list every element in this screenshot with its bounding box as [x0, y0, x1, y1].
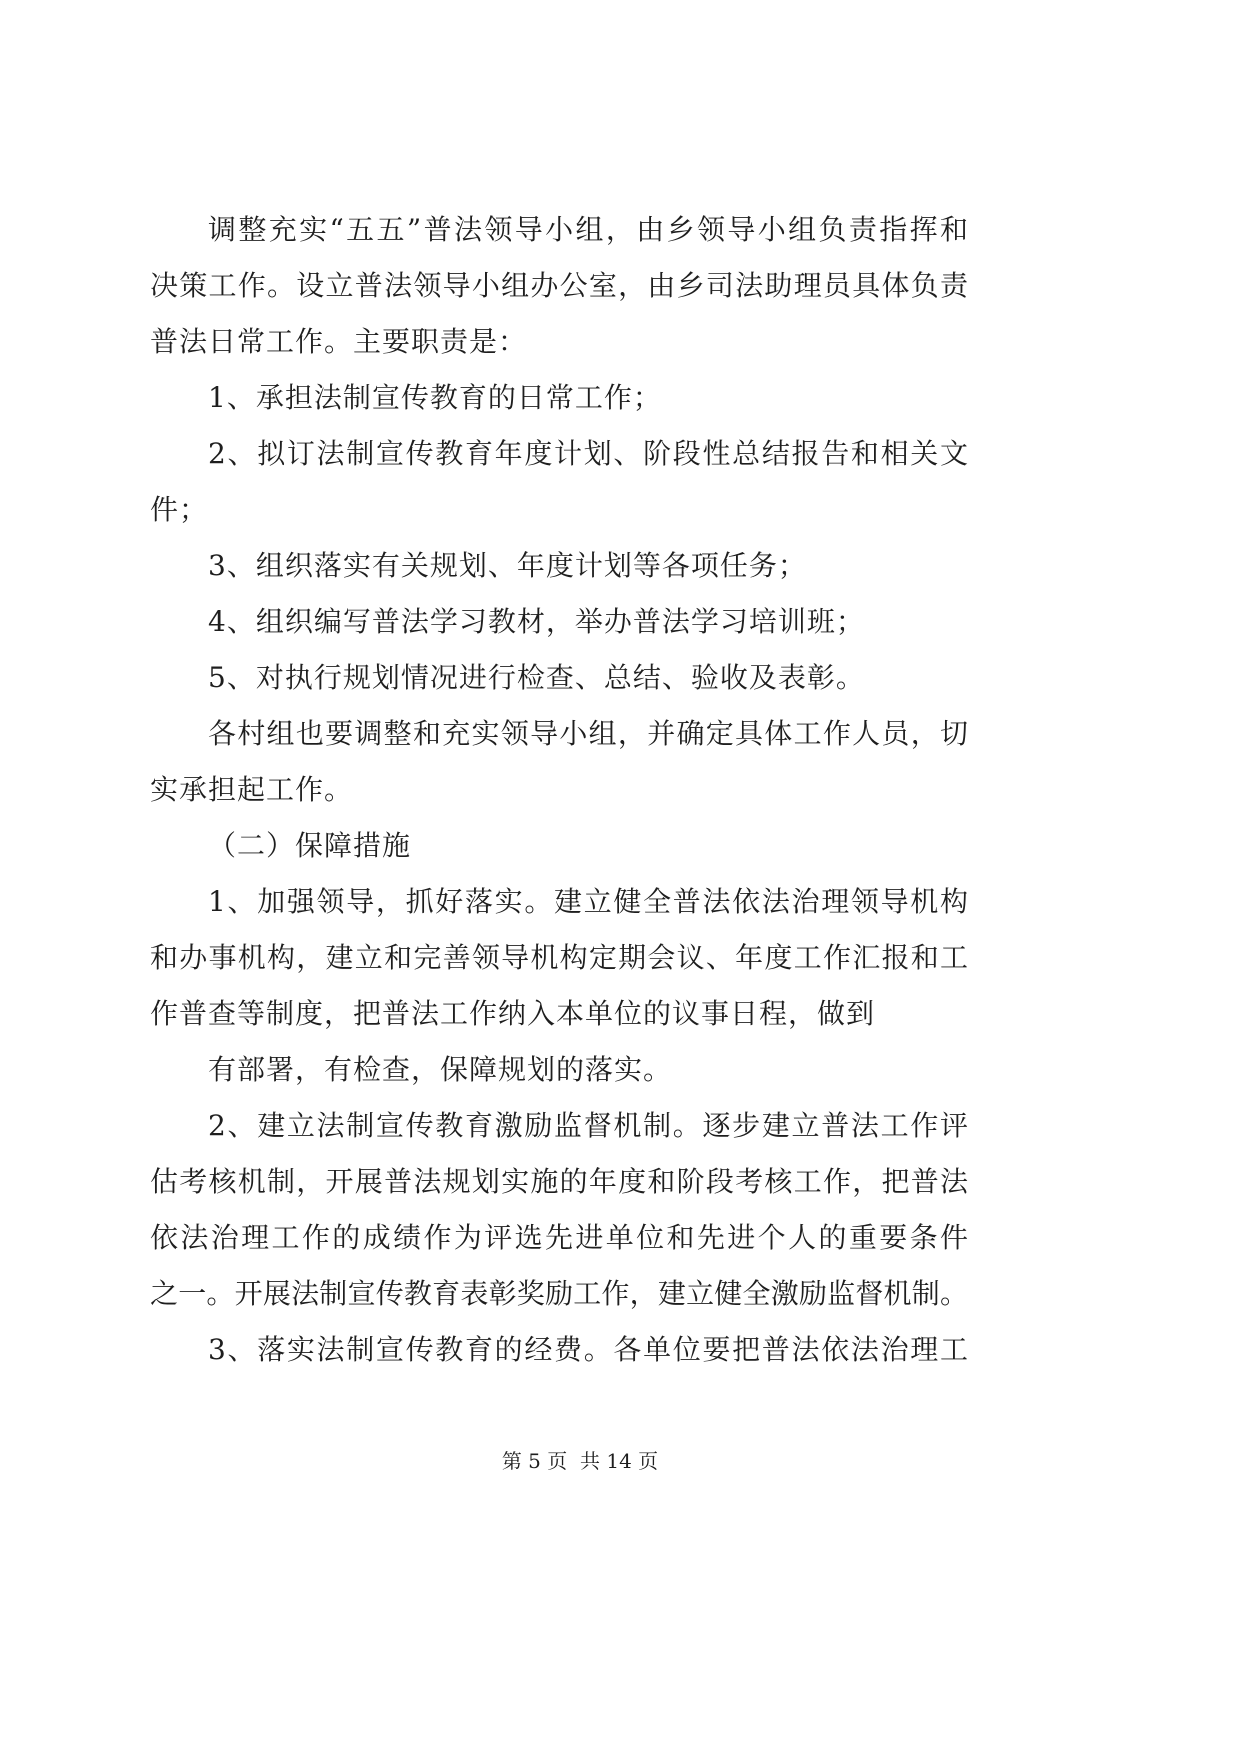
text-line: 调整充实“五五”普法领导小组，由乡领导小组负责指挥和: [208, 213, 968, 246]
text-line: 普法日常工作。主要职责是：: [150, 325, 528, 358]
document-body: [150, 202, 968, 1378]
text-line: 各村组也要调整和充实领导小组，并确定具体工作人员，切: [208, 717, 968, 750]
text-line: 1、加强领导，抓好落实。建立健全普法依法治理领导机构: [208, 885, 968, 918]
text-line: 3、落实法制宣传教育的经费。各单位要把普法依法治理工: [208, 1333, 968, 1366]
text-line: 件；: [150, 493, 209, 526]
text-line: 决策工作。设立普法领导小组办公室，由乡司法助理员具体负责: [150, 269, 968, 302]
text-line: 1、承担法制宣传教育的日常工作；: [208, 381, 662, 414]
page-number-footer: 第 5 页 共 14 页: [501, 1449, 659, 1473]
text-line: 和办事机构，建立和完善领导机构定期会议、年度工作汇报和工: [150, 941, 968, 974]
text-line: 作普查等制度，把普法工作纳入本单位的议事日程，做到: [150, 997, 876, 1030]
text-line: 3、组织落实有关规划、年度计划等各项任务；: [208, 549, 807, 582]
text-line: 4、组织编写普法学习教材，举办普法学习培训班；: [208, 605, 865, 638]
text-line: 5、对执行规划情况进行检查、总结、验收及表彰。: [208, 661, 865, 694]
text-line: 依法治理工作的成绩作为评选先进单位和先进个人的重要条件: [150, 1221, 968, 1254]
section-heading: （二）保障措施: [208, 829, 412, 862]
text-line: 2、拟订法制宣传教育年度计划、阶段性总结报告和相关文: [208, 437, 968, 470]
text-line: 估考核机制，开展普法规划实施的年度和阶段考核工作，把普法: [150, 1165, 968, 1198]
text-line: 2、建立法制宣传教育激励监督机制。逐步建立普法工作评: [208, 1109, 968, 1142]
text-line: 有部署，有检查，保障规划的落实。: [208, 1053, 673, 1086]
text-line: 之一。开展法制宣传教育表彰奖励工作，建立健全激励监督机制。: [150, 1277, 968, 1310]
text-line: 实承担起工作。: [150, 773, 354, 806]
